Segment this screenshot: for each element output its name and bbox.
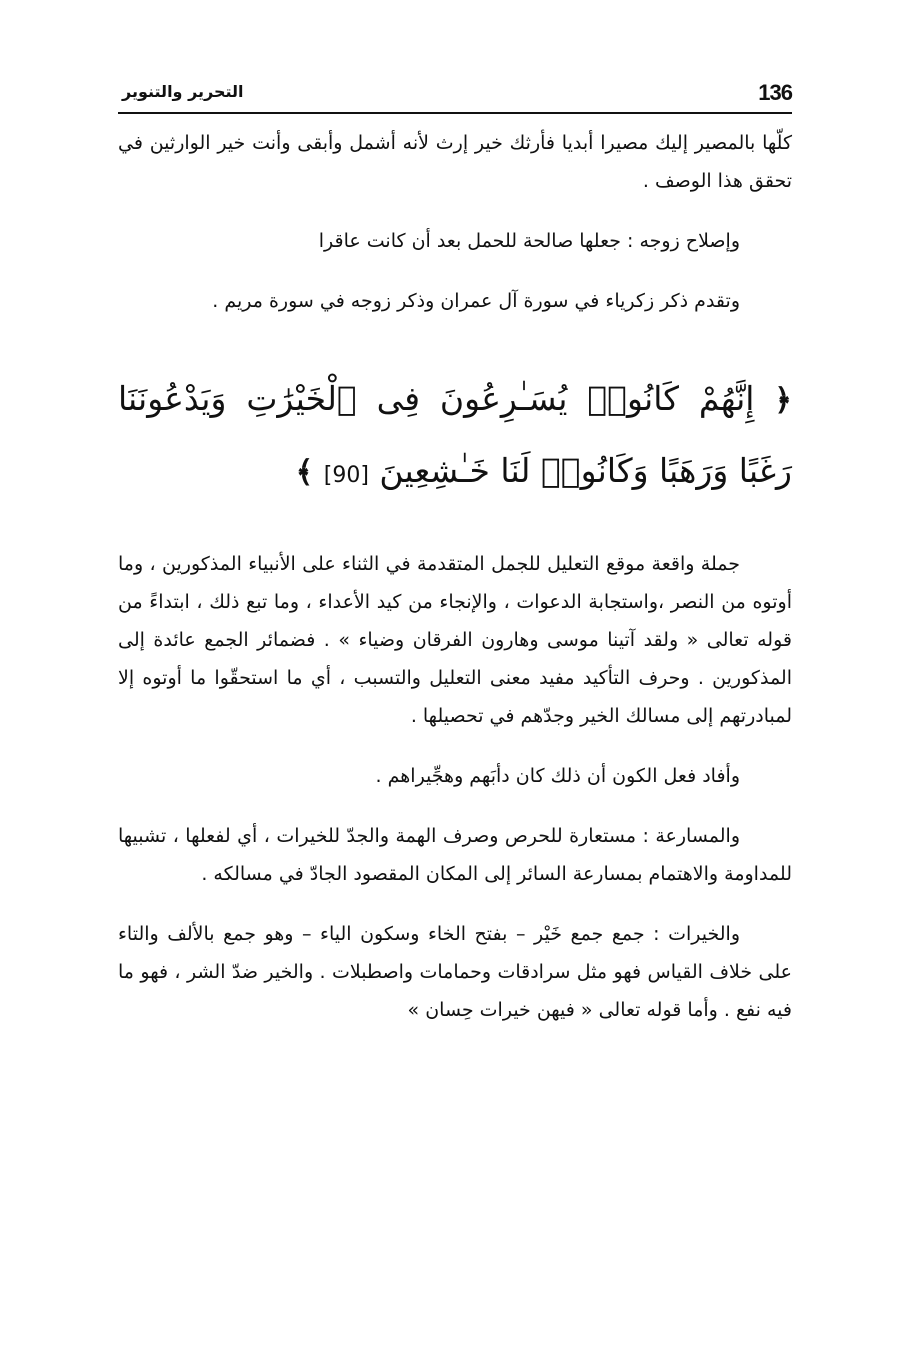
verse-text: إِنَّهُمْ كَانُوا۟ يُسَـٰرِعُونَ فِى ٱلْخَيْرَٰتِ وَيَدْعُونَنَا رَغَبًا وَرَهَبًا وَكَانُوا۟ لَنَا خَـٰشِعِينَ <box>118 379 792 490</box>
paragraph-1: كلّها بالمصير إليك مصيرا أبديا فأرثك خير إرث لأنه أشمل وأبقى وأنت خير الوارثين في تحقق هذا الوصف . <box>118 132 792 192</box>
page-number: 136 <box>758 80 792 105</box>
paragraph-2: وإصلاح زوجه : جعلها صالحة للحمل بعد أن كانت عاقرا <box>318 230 740 252</box>
verse-close-bracket: ﴾ <box>295 455 314 490</box>
quran-verse <box>118 364 792 511</box>
paragraph-6: والمسارعة : مستعارة للحرص وصرف الهمة والجدّ للخيرات ، أي لفعلها ، تشبيها للمداومة والاهتمام بمسارعة السائر إلى المكان المقصود الجادّ في مسالكه . <box>118 825 792 885</box>
page-header <box>118 78 792 114</box>
book-page <box>118 78 792 1318</box>
paragraph-5: وأفاد فعل الكون أن ذلك كان دأبَهم وهجِّيراهم . <box>375 765 740 787</box>
verse-number: [90] <box>323 463 369 488</box>
running-title: التحرير والتنوير <box>122 82 244 101</box>
paragraph-4: جملة واقعة موقع التعليل للجمل المتقدمة في الثناء على الأنبياء المذكورين ، وما أوتوه من النصر ،واستجابة الدعوات ، والإنجاء من كيد الأعداء ، وما تبع ذلك ، ابتداءً من قوله تعالى « ولقد آتينا موسى وهارون الفرقان وضياء » . فضمائر الجمع عائدة إلى المذكورين . وحرف التأكيد مفيد معنى التعليل والتسبب ، أي ما استحقّوا ما أوتوه إلا لمبادرتهم إلى مسالك الخير وجدّهم في تحصيلها . <box>118 553 792 727</box>
paragraph-7: والخيرات : جمع جمع خَيْر – بفتح الخاء وسكون الياء – وهو جمع بالألف والتاء على خلاف القياس فهو مثل سرادقات وحمامات واصطبلات . والخير ضدّ الشر ، فهو ما فيه نفع . وأما قوله تعالى « فيهن خيرات حِسان » <box>118 923 792 1021</box>
verse-open-bracket: ﴿ <box>774 383 792 418</box>
paragraph-3: وتقدم ذكر زكرياء في سورة آل عمران وذكر زوجه في سورة مريم . <box>212 290 740 312</box>
